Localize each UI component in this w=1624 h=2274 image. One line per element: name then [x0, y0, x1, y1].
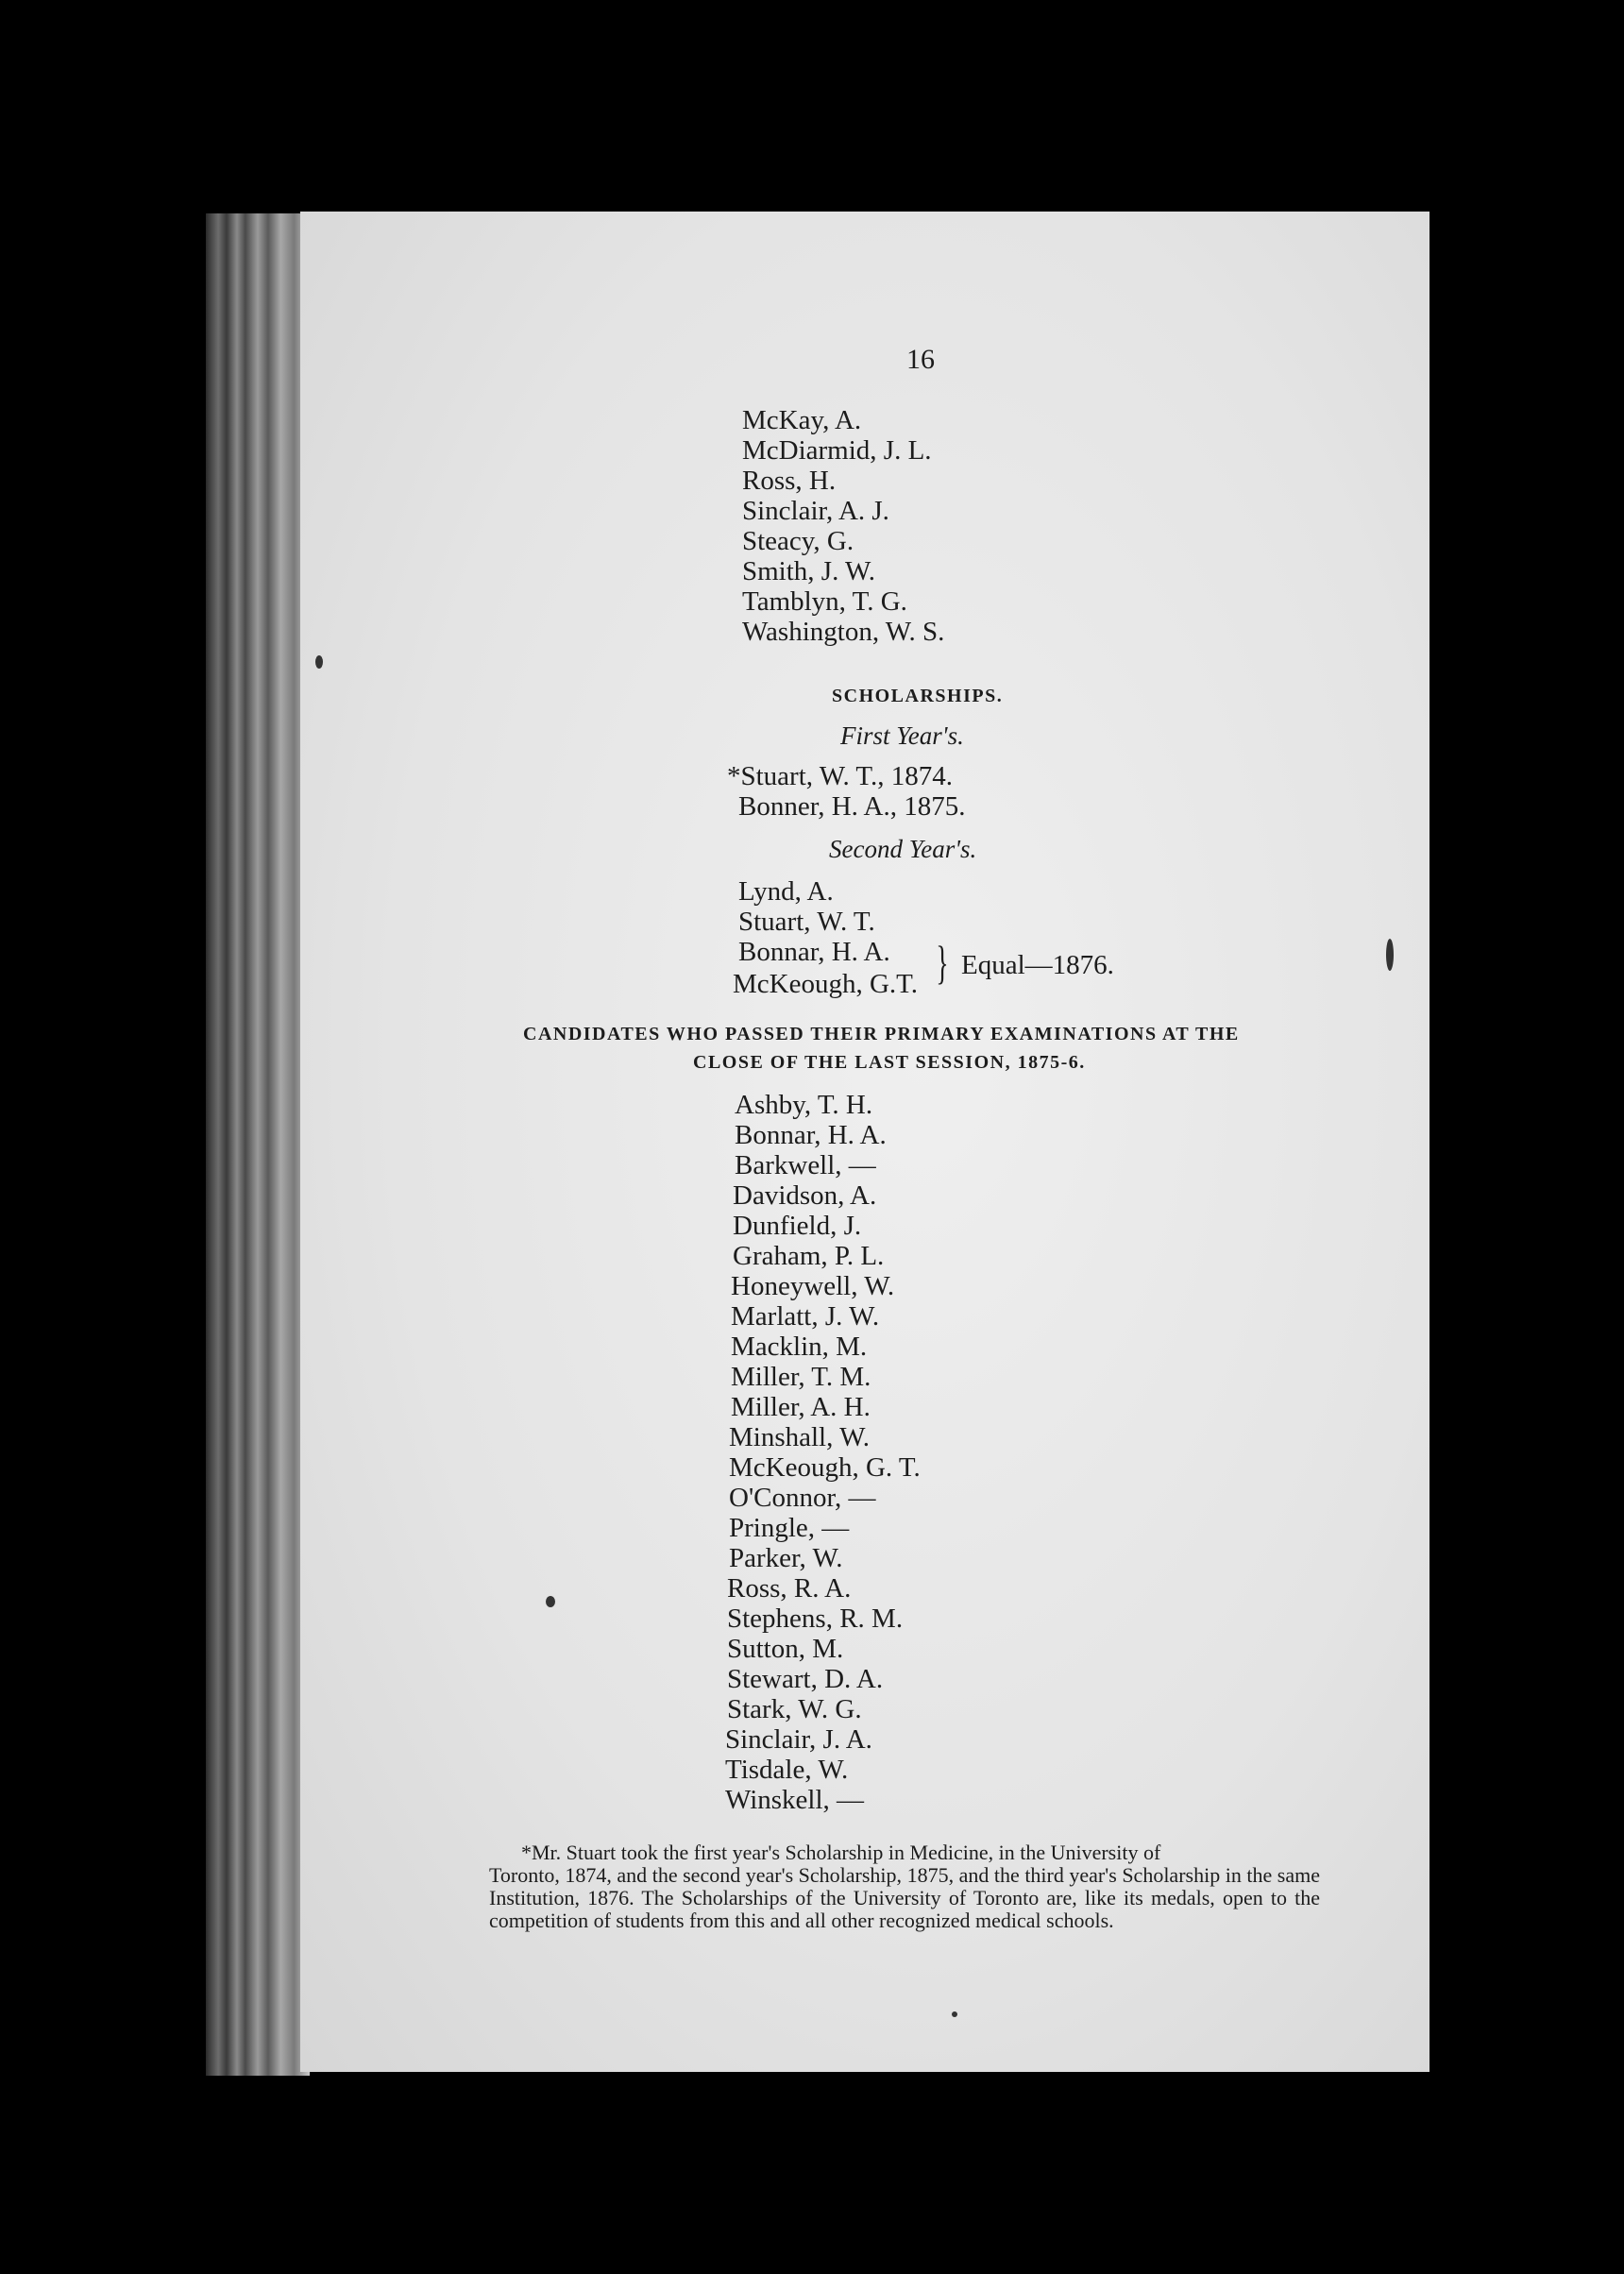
list-item: Stuart, W. T.	[738, 907, 875, 937]
list-item: Tamblyn, T. G.	[742, 586, 907, 617]
list-item: Washington, W. S.	[742, 617, 945, 647]
first-year-heading: First Year's.	[840, 721, 964, 750]
scan-fleck	[315, 655, 323, 669]
scan-fleck	[952, 2011, 957, 2017]
candidate-name: Macklin, M.	[731, 1332, 868, 1362]
list-item: McDiarmid, J. L.	[742, 435, 932, 466]
brace-mark: }	[936, 936, 949, 989]
list-item: Smith, J. W.	[742, 556, 876, 586]
candidate-name: Davidson, A.	[733, 1180, 877, 1211]
scan-fleck	[546, 1596, 555, 1607]
list-item: McKay, A.	[742, 405, 862, 435]
candidate-name: Marlatt, J. W.	[731, 1301, 880, 1332]
candidate-name: Dunfield, J.	[733, 1211, 862, 1241]
footnote-line1: *Mr. Stuart took the first year's Scholarship in Medicine, in the University of	[521, 1841, 1161, 1864]
candidate-name: Winskell, —	[725, 1785, 865, 1815]
candidate-name: Minshall, W.	[729, 1422, 871, 1452]
candidate-name: Stark, W. G.	[727, 1694, 862, 1724]
list-item: Lynd, A.	[738, 876, 834, 907]
list-item: Bonnar, H. A.	[738, 937, 890, 967]
candidate-name: Miller, T. M.	[731, 1362, 871, 1392]
candidate-name: O'Connor, —	[729, 1483, 876, 1513]
list-item: *Stuart, W. T., 1874.	[727, 761, 953, 791]
candidate-name: McKeough, G. T.	[729, 1452, 921, 1483]
candidate-name: Stewart, D. A.	[727, 1664, 884, 1694]
candidate-name: Graham, P. L.	[733, 1241, 885, 1271]
list-item: Bonner, H. A., 1875.	[738, 791, 966, 822]
book-page-edges	[206, 213, 310, 2076]
list-item: Sinclair, A. J.	[742, 496, 889, 526]
candidate-name: Tisdale, W.	[725, 1755, 849, 1785]
candidate-name: Stephens, R. M.	[727, 1604, 904, 1634]
candidate-name: Ross, R. A.	[727, 1573, 852, 1604]
book-page	[300, 212, 1429, 2072]
candidate-name: Sinclair, J. A.	[725, 1724, 872, 1755]
scholarships-heading: SCHOLARSHIPS.	[832, 686, 1004, 706]
candidate-name: Barkwell, —	[735, 1150, 876, 1180]
candidate-name: Bonnar, H. A.	[735, 1120, 887, 1150]
footnote-rest: Toronto, 1874, and the second year's Scholarship, 1875, and the third year's Scholarship in the same Institution, 1876. The Scholarships of the University of Toronto are, like its medals, open to the competition of students from this and all other recognized medical schools.	[489, 1863, 1320, 1932]
equal-note: Equal—1876.	[961, 950, 1114, 980]
candidate-name: Miller, A. H.	[731, 1392, 871, 1422]
candidate-name: Pringle, —	[729, 1513, 850, 1543]
list-item: Steacy, G.	[742, 526, 854, 556]
candidate-name: Parker, W.	[729, 1543, 843, 1573]
candidates-heading: CANDIDATES WHO PASSED THEIR PRIMARY EXAMINATIONS AT THE	[523, 1024, 1240, 1044]
page-number: 16	[906, 344, 935, 375]
candidate-name: Ashby, T. H.	[735, 1090, 873, 1120]
candidate-name: Sutton, M.	[727, 1634, 844, 1664]
list-item: Ross, H.	[742, 466, 837, 496]
candidates-heading-line2: CLOSE OF THE LAST SESSION, 1875-6.	[693, 1052, 1086, 1073]
scan-fleck	[1386, 939, 1394, 971]
candidate-name: Honeywell, W.	[731, 1271, 895, 1301]
footnote	[489, 1841, 1320, 1932]
list-item: McKeough, G.T.	[733, 969, 918, 999]
second-year-heading: Second Year's.	[829, 835, 977, 863]
